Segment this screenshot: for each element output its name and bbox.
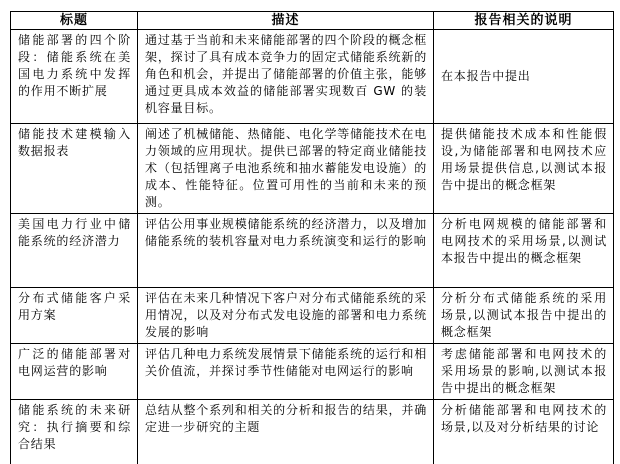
description-cell: 阐述了机械储能、热储能、电化学等储能技术在电力领域的应用现状。提供已部署的特定商业储能技术（包括锂离子电池系统和抽水蓄能发电设施）的成本、性能特征。位置可用性的当前和未来的预测。 xyxy=(138,124,434,214)
title-cell: 储能系统的未来研究：执行摘要和综合结果 xyxy=(11,400,138,464)
column-header-description: 描述 xyxy=(138,12,434,30)
storage-reports-table xyxy=(10,11,614,464)
table-row xyxy=(11,124,614,214)
description-cell: 评估在未来几种情况下客户对分布式储能系统的采用情况，以及对分布式发电设施的部署和电力系统发展的影响 xyxy=(138,288,434,344)
title-cell: 广泛的储能部署对电网运营的影响 xyxy=(11,344,138,400)
table-row xyxy=(11,400,614,464)
table-row xyxy=(11,288,614,344)
description-cell: 通过基于当前和未来储能部署的四个阶段的概念框架，探讨了具有成本竞争力的固定式储能系统新的角色和机会，并提出了储能部署的价值主张，能够通过更具成本效益的储能部署实现数百 GW 的装机容量目标。 xyxy=(138,30,434,124)
title-cell: 美国电力行业中储能系统的经济潜力 xyxy=(11,214,138,288)
description-cell: 总结从整个系列和相关的分析和报告的结果，并确定进一步研究的主题 xyxy=(138,400,434,464)
note-cell: 分析分布式储能系统的采用场景,以测试本报告中提出的概念框架 xyxy=(434,288,614,344)
note-cell: 在本报告中提出 xyxy=(434,30,614,124)
title-cell: 储能部署的四个阶段：储能系统在美国电力系统中发挥的作用不断扩展 xyxy=(11,30,138,124)
title-cell: 分布式储能客户采用方案 xyxy=(11,288,138,344)
note-cell: 提供储能技术成本和性能假设,为储能部署和电网技术应用场景提供信息,以测试本报告中提出的概念框架 xyxy=(434,124,614,214)
description-cell: 评估几种电力系统发展情景下储能系统的运行和相关价值流，并探讨季节性储能对电网运行的影响 xyxy=(138,344,434,400)
note-cell: 分析储能部署和电网技术的场景,以及对分析结果的讨论 xyxy=(434,400,614,464)
table-header-row xyxy=(11,12,614,30)
column-header-title: 标题 xyxy=(11,12,138,30)
note-cell: 考虑储能部署和电网技术的采用场景的影响,以测试本报告中提出的概念框架 xyxy=(434,344,614,400)
note-cell: 分析电网规模的储能部署和电网技术的采用场景,以测试本报告中提出的概念框架 xyxy=(434,214,614,288)
column-header-note: 报告相关的说明 xyxy=(434,12,614,30)
table-row xyxy=(11,344,614,400)
description-cell: 评估公用事业规模储能系统的经济潜力，以及增加储能系统的装机容量对电力系统演变和运行的影响 xyxy=(138,214,434,288)
title-cell: 储能技术建模输入数据报表 xyxy=(11,124,138,214)
table-row xyxy=(11,30,614,124)
table-row xyxy=(11,214,614,288)
